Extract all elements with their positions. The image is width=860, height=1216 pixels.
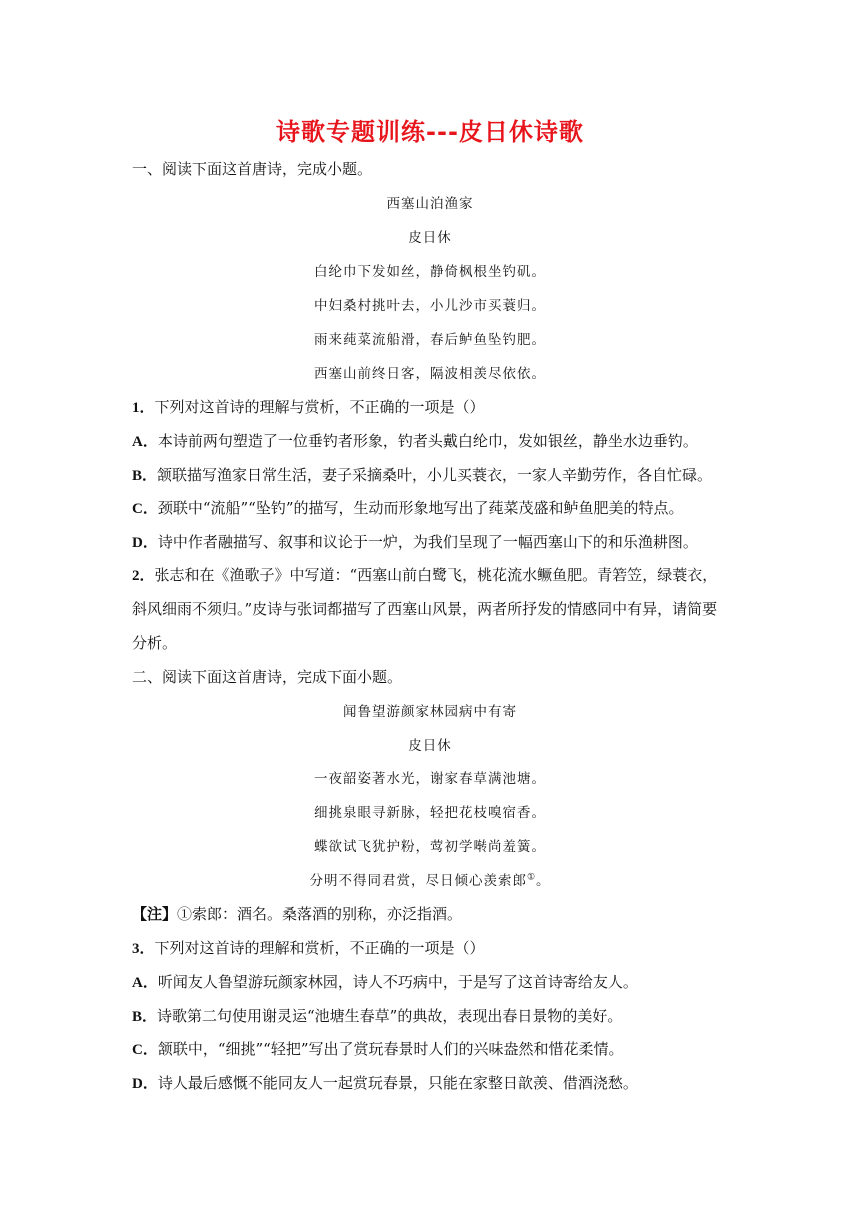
question-stem: 下列对这首诗的理解与赏析，不正确的一项是（） — [154, 398, 485, 416]
question-stem: 下列对这首诗的理解和赏析，不正确的一项是（） — [154, 939, 485, 957]
poem-line-end: 。 — [536, 873, 551, 889]
option-text: 诗歌第二句使用谢灵运“池塘生春草”的典故，表现出春日景物的美好。 — [157, 1007, 623, 1025]
footnote — [132, 903, 462, 924]
poem2-title: 闻鲁望游颜家林园病中有寄 — [343, 704, 517, 720]
option-label: B． — [132, 468, 158, 484]
q3-option-a — [132, 971, 638, 992]
q1-option-c — [132, 497, 684, 518]
question-number: 3． — [132, 941, 155, 957]
q1-option-b — [132, 464, 712, 485]
footnote-marker: ① — [526, 872, 537, 883]
document-title: 诗歌专题训练---皮日休诗歌 — [276, 118, 584, 146]
q3-option-d — [132, 1072, 638, 1093]
option-text: 颈联中“流船”“坠钓”的描写，生动而形象地写出了莼菜茂盛和鲈鱼肥美的特点。 — [157, 499, 684, 517]
poem2-author: 皮日休 — [408, 738, 452, 754]
poem2-line: 细挑泉眼寻新脉，轻把花枝嗅宿香。 — [314, 805, 546, 821]
question-2 — [132, 564, 717, 585]
option-text: 诗中作者融描写、叙事和议论于一炉，为我们呈现了一幅西塞山下的和乐渔耕图。 — [157, 533, 698, 551]
question-1 — [132, 396, 485, 417]
option-label: D． — [132, 535, 158, 551]
poem2-line: 一夜韶姿著水光，谢家春草满池塘。 — [314, 771, 546, 787]
option-text: 本诗前两句塑造了一位垂钓者形象，钓者头戴白纶巾，发如银丝，静坐水边垂钓。 — [157, 432, 698, 450]
poem2-line: 蝶欲试飞犹护粉，莺初学啭尚羞簧。 — [314, 839, 546, 855]
section1-heading: 一、阅读下面这首唐诗，完成小题。 — [132, 160, 373, 178]
option-label: D． — [132, 1076, 158, 1092]
question-text-line: 斜风细雨不须归。”皮诗与张词都描写了西塞山风景，两者所抒发的情感同中有异，请简要 — [132, 600, 718, 618]
poem-line-text: 分明不得同君赏，尽日倾心羡索郎 — [309, 873, 527, 889]
poem1-line: 西塞山前终日客，隔波相羡尽依依。 — [314, 366, 546, 382]
q1-option-d — [132, 531, 698, 552]
option-text: 颔联中，“细挑”“轻把”写出了赏玩春景时人们的兴味盎然和惜花柔情。 — [157, 1040, 624, 1058]
option-text: 颔联描写渔家日常生活，妻子采摘桑叶，小儿买蓑衣，一家人辛勤劳作，各自忙碌。 — [157, 466, 713, 484]
q3-option-b — [132, 1005, 622, 1026]
option-text: 听闻友人鲁望游玩颜家林园，诗人不巧病中，于是写了这首诗寄给友人。 — [157, 973, 638, 991]
poem1-title: 西塞山泊渔家 — [386, 196, 474, 212]
section2-heading: 二、阅读下面这首唐诗，完成下面小题。 — [132, 668, 403, 686]
option-label: A． — [132, 434, 158, 450]
option-text: 诗人最后感慨不能同友人一起赏玩春景，只能在家整日歆羡、借酒浇愁。 — [157, 1074, 638, 1092]
question-text-line: 分析。 — [132, 634, 178, 652]
option-label: B． — [132, 1009, 158, 1025]
note-label: 【注】 — [132, 907, 178, 923]
option-label: C． — [132, 501, 158, 517]
question-number: 1． — [132, 400, 155, 416]
option-label: C． — [132, 1042, 158, 1058]
q1-option-a — [132, 430, 698, 451]
poem1-line: 中妇桑村挑叶去，小儿沙市买蓑归。 — [314, 298, 546, 314]
poem1-line: 白纶巾下发如丝，静倚枫根坐钓矶。 — [314, 264, 546, 280]
poem1-line: 雨来莼菜流船滑，春后鲈鱼坠钓肥。 — [314, 332, 546, 348]
poem1-author: 皮日休 — [408, 230, 452, 246]
poem2-line — [0, 869, 860, 889]
question-3 — [132, 937, 485, 958]
question-text-line: 张志和在《渔歌子》中写道：“西塞山前白鹭飞，桃花流水鳜鱼肥。青箬笠，绿蓑衣， — [154, 566, 718, 584]
q3-option-c — [132, 1038, 624, 1059]
note-text: ①索郎：酒名。桑落酒的别称，亦泛指酒。 — [177, 905, 463, 923]
option-label: A． — [132, 975, 158, 991]
question-number: 2． — [132, 568, 155, 584]
